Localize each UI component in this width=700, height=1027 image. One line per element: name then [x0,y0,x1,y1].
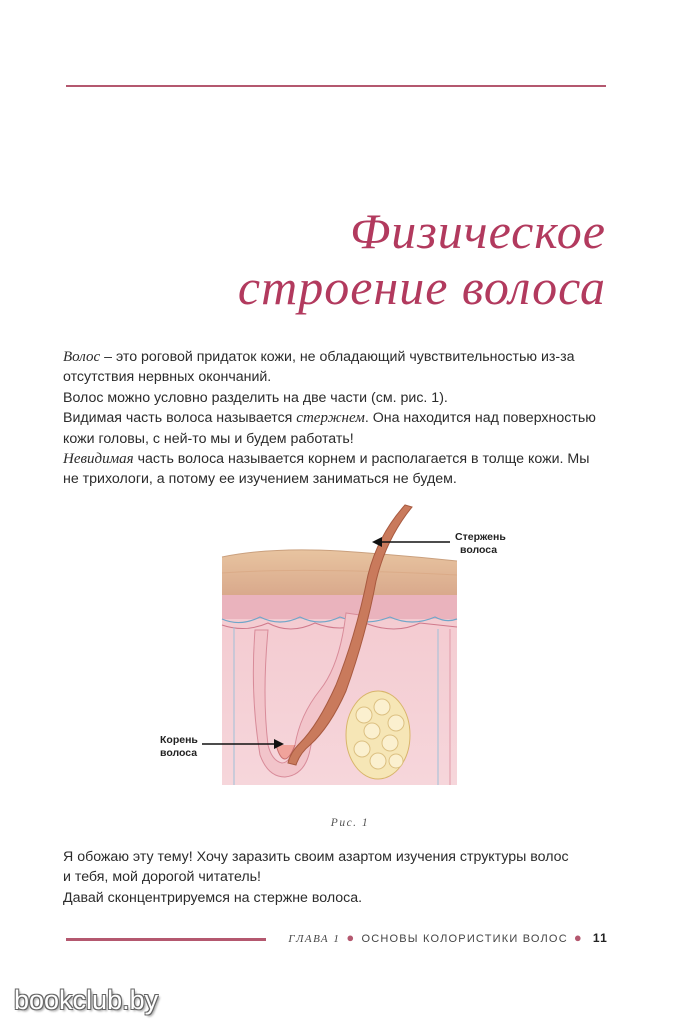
bullet-icon: ● [573,930,583,945]
chapter-title [238,203,606,315]
label-root-line2: волоса [160,747,198,759]
top-rule [66,85,606,87]
label-root-line1: Корень [160,734,198,746]
paragraph-3-cont: кожи головы, с ней-то мы и будем работать! [63,430,354,447]
label-shaft-line1: Стержень [455,531,506,543]
hair-structure-figure [150,495,570,795]
hair-diagram [150,495,570,795]
term-hair: Волос [63,349,101,365]
paragraph-4-cont: не трихологи, а потому ее изучением заниматься не будем. [63,471,457,488]
paragraph-2: Волос можно условно разделить на две части (см. рис. 1). [63,389,448,406]
bullet-icon: ● [346,930,356,945]
paragraph-1-cont: отсутствия нервных окончаний. [63,369,272,386]
label-shaft-line2: волоса [460,544,498,556]
sebaceous-gland [346,691,410,779]
paragraph-1: Волос – это роговой придаток кожи, не обладающий чувствительностью из-за [63,349,575,365]
page-number: 11 [592,931,608,945]
title-line-1: Физическое [350,203,606,259]
running-footer [288,930,608,945]
watermark: bookclub.by [14,985,159,1015]
footer-rule [66,938,266,941]
paragraph-4: Невидимая часть волоса называется корнем и располагается в толще кожи. Мы [63,451,590,468]
term-shaft: стержнем [296,410,365,427]
term-invisible: Невидимая [63,451,134,468]
footer-section: ОСНОВЫ КОЛОРИСТИКИ ВОЛОС [361,933,568,945]
page-footer [66,930,608,950]
title-line-2: строение волоса [237,259,606,315]
outro-line-2: и тебя, мой дорогой читатель! [63,869,261,886]
paragraph-3: Видимая часть волоса называется стержнем. Она находится над поверхностью [63,410,596,427]
outro-line-1: Я обожаю эту тему! Хочу заразить своим азартом изучения структуры волос [63,849,569,865]
outro-line-3: Давай сконцентрируемся на стержне волоса. [63,889,363,906]
footer-chapter: ГЛАВА 1 [288,933,341,945]
outro-text [63,847,633,908]
intro-text [63,347,623,490]
figure-caption: Рис. 1 [330,817,370,829]
